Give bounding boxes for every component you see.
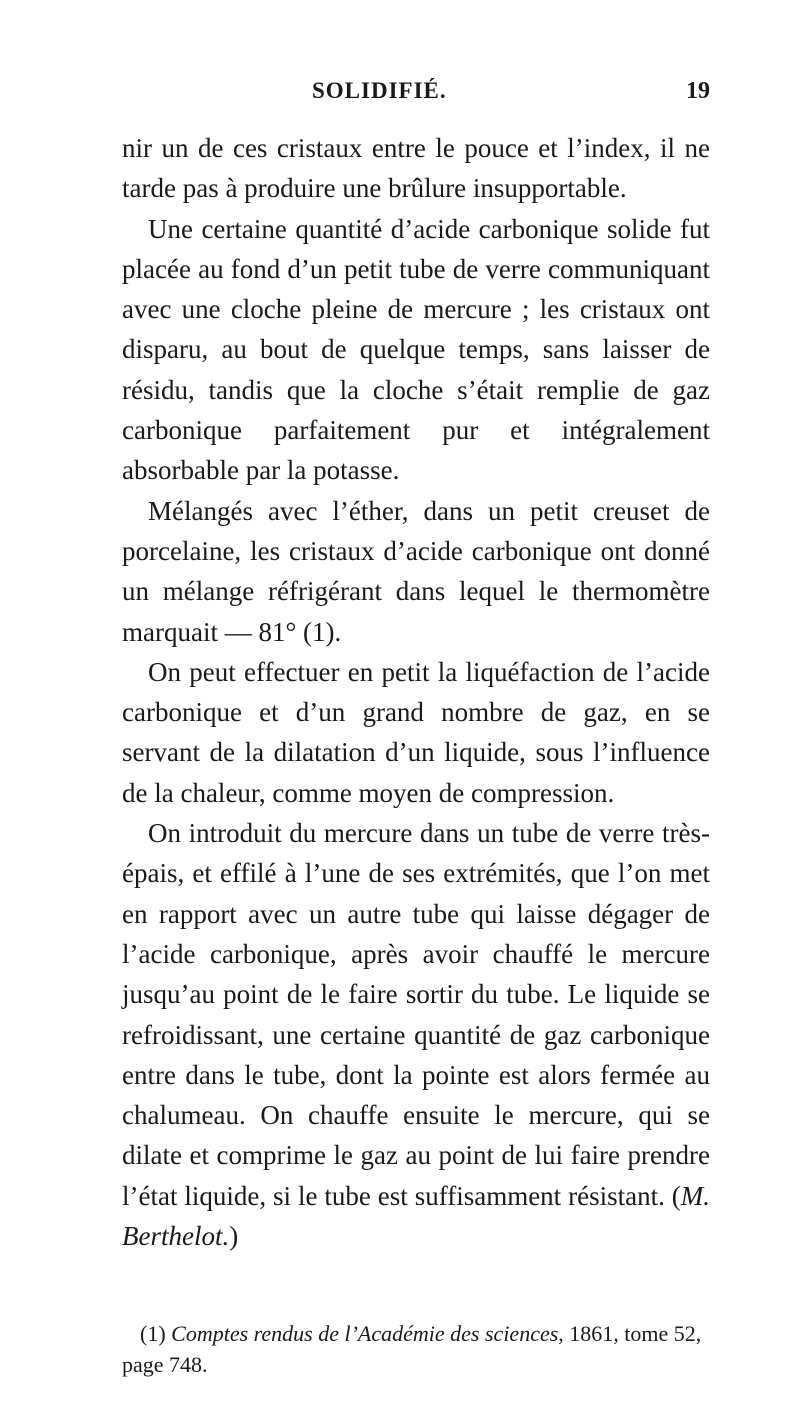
page-header (122, 78, 710, 112)
page-number: 19 (686, 78, 710, 104)
attribution-open: ( (671, 1180, 681, 1211)
footnote-details: 1861, tome 52, page 748. (122, 1321, 702, 1377)
paragraph-1: nir un de ces cristaux entre le pouce et l’index, il ne tarde pas à produire une brûlure insupportable. (122, 133, 710, 204)
paragraph-5 (122, 813, 710, 1256)
footnote-text (122, 1318, 710, 1380)
attribution-close: ) (229, 1221, 239, 1252)
paragraph-4: On peut effectuer en petit la liquéfaction de l’acide carbonique et d’un grand nombre de gaz, en se servant de la dilatation d’un liquide, sous l’influence de la chaleur, comme moyen de compression. (122, 656, 710, 808)
paragraph-5-text: On introduit du mercure dans un tube de verre très-épais, et effilé à l’une de ses extrémités, que l’on met en rapport avec un autre tube qui laisse dégager de l’acide carbonique, après avoir chauffé le mercure jusqu’au point de le faire sortir du tube. Le liquide se refroidissant, une certaine quantité de gaz carbonique entre dans le tube, dont la pointe est alors fermée au chalumeau. On chauffe ensuite le mercure, qui se dilate et comprime le gaz au point de lui faire prendre l’état liquide, si le tube est suffisamment résistant. (122, 818, 710, 1211)
footnote (122, 1318, 710, 1380)
attribution-author: M. Berthelot. (122, 1180, 710, 1252)
footnote-source-title: Comptes rendus de l’Académie des sciences, (171, 1321, 564, 1346)
body-text (122, 128, 710, 1256)
footnote-marker: (1) (140, 1321, 166, 1346)
paragraph-3: Mélangés avec l’éther, dans un petit creuset de porcelaine, les cristaux d’acide carbonique ont donné un mélange réfrigérant dans lequel le thermomètre marquait — 81° (1). (122, 495, 710, 647)
paragraph-2: Une certaine quantité d’acide carbonique solide fut placée au fond d’un petit tube de verre communiquant avec une cloche pleine de mercure ; les cristaux ont disparu, au bout de quelque temps, sans laisser de résidu, tandis que la cloche s’était remplie de gaz carbonique parfaitement pur et intégralement absorbable par la potasse. (122, 213, 710, 486)
running-head: SOLIDIFIÉ. (312, 78, 447, 103)
